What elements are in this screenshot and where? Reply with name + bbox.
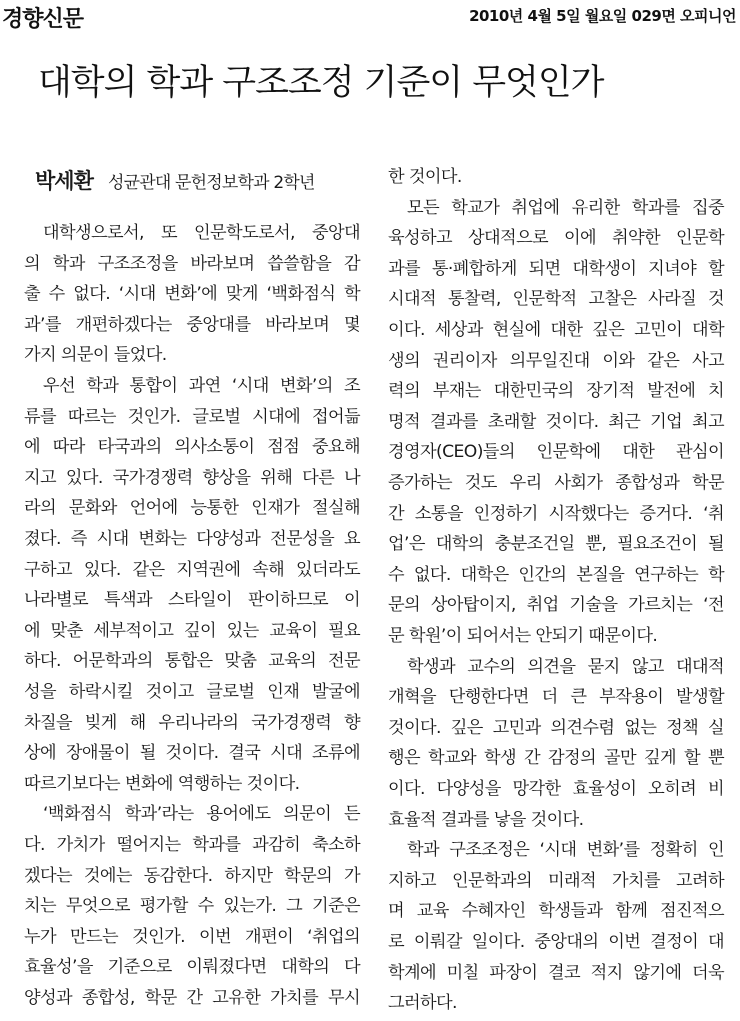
article-text-line: 졌다. 즉 시대 변화는 다양성과 전문성을 요 xyxy=(24,529,360,549)
article-text-line: 효율적 결과를 낳을 것이다. xyxy=(388,809,584,830)
article-text-line: 모든 학교가 취업에 유리한 학과를 집중 xyxy=(407,197,724,218)
article-text-line: 의 학과 구조조정을 바라보며 씁쓸함을 감 xyxy=(24,253,360,274)
article-text-line: 학과 구조조정은 ‘시대 변화’를 정확히 인 xyxy=(407,840,724,861)
article-text-line: 차질을 빚게 해 우리나라의 국가경쟁력 향 xyxy=(24,712,360,733)
article-text-line: 과를 통·폐합하게 되면 대학생이 지녀야 할 xyxy=(388,258,724,279)
article-text-line: 력의 부재는 대한민국의 장기적 발전에 치 xyxy=(388,381,724,402)
article-text-line: 대학생으로서, 또 인문학도로서, 중앙대 xyxy=(43,223,360,243)
article-text-line: 류를 따르는 것인가. 글로벌 시대에 접어듦 xyxy=(24,406,360,427)
article-text-line: 명적 결과를 초래할 것이다. 최근 기업 최고 xyxy=(388,411,724,432)
article-text-line: 성을 하락시킬 것이고 글로벌 인재 발굴에 xyxy=(24,682,360,702)
article-text-line: 며 교육 수혜자인 학생들과 함께 점진적으 xyxy=(388,901,724,922)
article-text-line: 에 맞춘 세부적이고 깊이 있는 교육이 필요 xyxy=(24,620,360,641)
article-text-line: 업’은 대학의 충분조건일 뿐, 필요조건이 될 xyxy=(388,534,724,555)
article-text-line: 라의 문화와 언어에 능통한 인재가 절실해 xyxy=(24,498,360,519)
article-text-line: 그러하다. xyxy=(388,993,457,1014)
article-text-line: 로 이뤄갈 일이다. 중앙대의 이번 결정이 대 xyxy=(388,932,724,952)
article-text-line: 개혁을 단행한다면 더 큰 부작용이 발생할 xyxy=(388,687,724,708)
article-text-line: 문의 상아탑이지, 취업 기술을 가르치는 ‘전 xyxy=(388,595,724,616)
masthead xyxy=(0,0,740,30)
article-text-line: 상에 장애물이 될 것이다. 결국 시대 조류에 xyxy=(24,743,360,764)
article-text-line: 다. 가치가 떨어지는 학과를 과감히 축소하 xyxy=(24,835,360,855)
article-text-line: 한 것이다. xyxy=(388,167,462,187)
article-text-line: 이다. 다양성을 망각한 효율성이 오히려 비 xyxy=(388,779,724,799)
article-text-line: 경영자(CEO)들의 인문학에 대한 관심이 xyxy=(388,442,724,463)
article-text-line: 양성과 종합성, 학문 간 고유한 가치를 무시 xyxy=(24,988,360,1008)
article-text-line: 시대적 통찰력, 인문학적 고찰은 사라질 것 xyxy=(388,289,724,310)
article-text-line: 학생과 교수의 의견을 묻지 않고 대대적 xyxy=(407,656,724,677)
author-name: 박세환 xyxy=(35,169,93,193)
newspaper-name: 경향신문 xyxy=(2,7,84,32)
article-text-line: 구하고 있다. 같은 지역권에 속해 있더라도 xyxy=(24,559,360,580)
article-text-line: 문 학원’이 되어서는 안되기 때문이다. xyxy=(388,626,658,646)
article-headline: 대학의 학과 구조조정 기준이 무엇인가 xyxy=(38,63,604,103)
article-text-line: 하다. 어문학과의 통합은 맞춤 교육의 전문 xyxy=(24,651,360,672)
article-text-line: 나라별로 특색과 스타일이 판이하므로 이 xyxy=(24,590,360,611)
author-affiliation: 성균관대 문헌정보학과 2학년 xyxy=(107,173,315,193)
article-text-line: ‘백화점식 학과’라는 용어에도 의문이 든 xyxy=(43,804,360,825)
article-text-line: 간 소통을 인정하기 시작했다는 증거다. ‘취 xyxy=(388,503,724,524)
article-text-line: 우선 학과 통합이 과연 ‘시대 변화’의 조 xyxy=(43,376,360,396)
article-text-line: 증가하는 것도 우리 사회가 종합성과 학문 xyxy=(388,473,724,493)
article-text-line: 누가 만드는 것인가. 이번 개편이 ‘취업의 xyxy=(24,926,360,947)
article-text-line: 지고 있다. 국가경쟁력 향상을 위해 다른 나 xyxy=(24,467,360,488)
article-text-line: 수 없다. 대학은 인간의 본질을 연구하는 학 xyxy=(388,564,724,585)
article-text-line: 치는 무엇으로 평가할 수 있는가. 그 기준은 xyxy=(24,896,360,917)
article-text-line: 출 수 없다. ‘시대 변화’에 맞게 ‘백화점식 학 xyxy=(24,284,360,305)
article-text-line: 이다. 세상과 현실에 대한 깊은 고민이 대학 xyxy=(388,320,724,340)
article-text-line: 것이다. 깊은 고민과 의견수렴 없는 정책 실 xyxy=(388,717,724,738)
article-text-line: 과’를 개편하겠다는 중앙대를 바라보며 몇 xyxy=(24,314,360,335)
article-text-line: 학계에 미칠 파장이 결코 적지 않기에 더욱 xyxy=(388,962,724,983)
article-text-line: 에 따라 타국과의 의사소통이 점점 중요해 xyxy=(24,437,360,458)
article-text-line: 효율성’을 기준으로 이뤄졌다면 대학의 다 xyxy=(24,957,360,978)
article-text-line: 생의 권리이자 의무일진대 이와 같은 사고 xyxy=(388,350,724,371)
article-text-line: 따르기보다는 변화에 역행하는 것이다. xyxy=(24,773,300,794)
article-text-line: 겠다는 것에는 동감한다. 하지만 학문의 가 xyxy=(24,865,360,886)
article-text-line: 가지 의문이 들었다. xyxy=(24,345,167,366)
article-text-line: 행은 학교와 학생 간 감정의 골만 깊게 할 뿐 xyxy=(388,748,724,769)
byline xyxy=(35,165,315,195)
issue-date-page-section: 2010년 4월 5일 월요일 029면 오피니언 xyxy=(469,7,736,25)
article-text-line: 육성하고 상대적으로 이에 취약한 인문학 xyxy=(388,228,724,249)
article-text-line: 지하고 인문학과의 미래적 가치를 고려하 xyxy=(388,870,724,891)
